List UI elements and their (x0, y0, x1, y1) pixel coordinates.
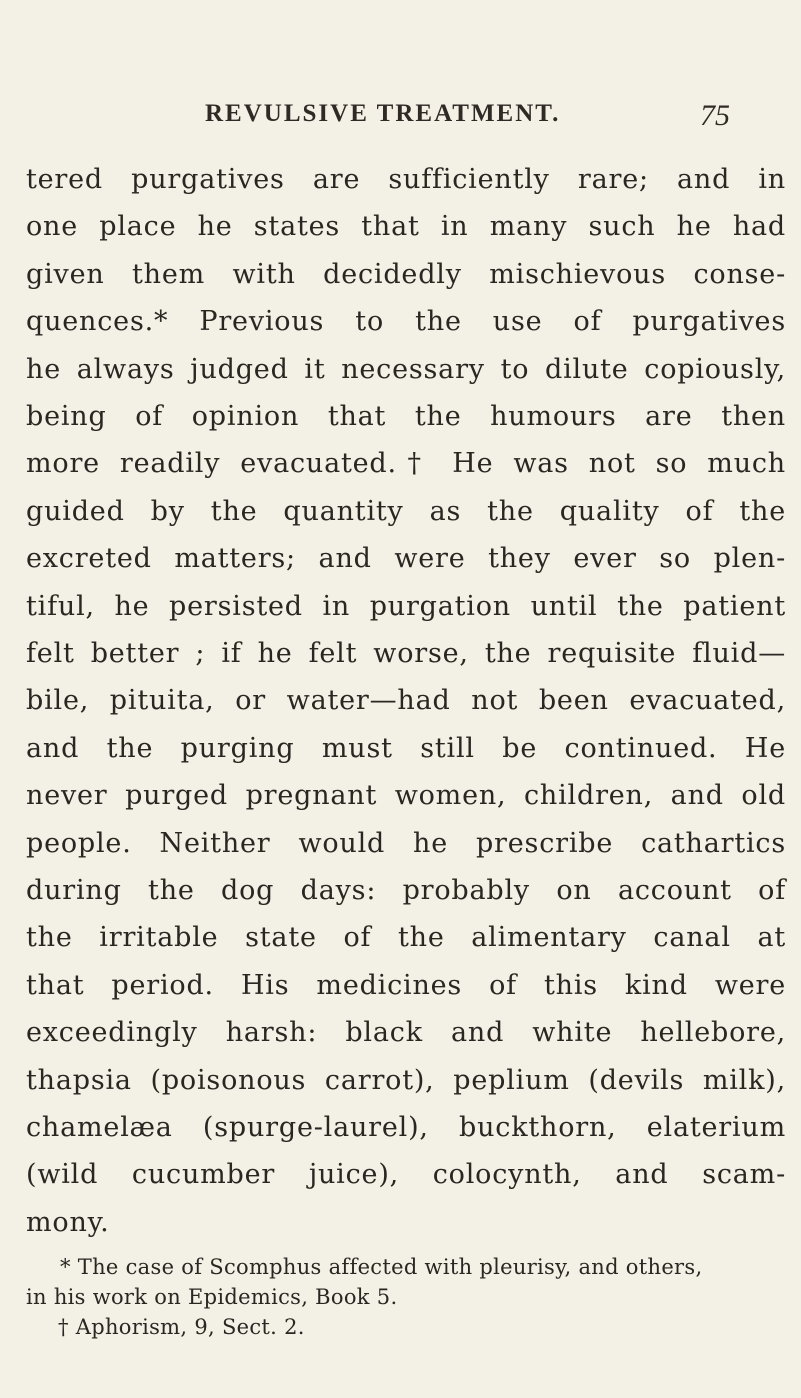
body-line: quences.* Previous to the use of purgatives (26, 306, 786, 338)
body-line: guided by the quantity as the quality of the (26, 495, 786, 527)
footnote-line: † Aphorism, 9, Sect. 2. (58, 1315, 305, 1340)
page-number: 75 (700, 99, 730, 132)
body-line: tered purgatives are sufficiently rare; and in (26, 164, 786, 195)
running-head: REVULSIVE TREATMENT. (205, 100, 561, 127)
body-line: (wild cucumber juice), colocynth, and scam- (26, 1159, 786, 1191)
body-line: one place he states that in many such he had (26, 211, 786, 243)
body-line: more readily evacuated.† He was not so much (26, 448, 786, 480)
body-line: thapsia (poisonous carrot), peplium (devils milk), (26, 1064, 786, 1096)
body-line: he always judged it necessary to dilute copiously, (26, 353, 786, 385)
footnote-line: in his work on Epidemics, Book 5. (26, 1285, 398, 1310)
body-line: the irritable state of the alimentary canal at (26, 922, 786, 954)
body-line: chamelæa (spurge-laurel), buckthorn, elaterium (26, 1112, 786, 1143)
body-line: that period. His medicines of this kind were (26, 969, 786, 1001)
body-line: tiful, he persisted in purgation until the patient (26, 590, 786, 622)
body-line: exceedingly harsh: black and white hellebore, (26, 1017, 786, 1049)
body-line: never purged pregnant women, children, and old (26, 780, 786, 812)
body-line: people. Neither would he prescribe cathartics (26, 827, 786, 859)
body-line: given them with decidedly mischievous conse- (26, 258, 786, 290)
body-line: excreted matters; and were they ever so plen- (26, 543, 786, 575)
footnote-line: * The case of Scomphus affected with pleurisy, and others, (60, 1255, 703, 1280)
body-line: mony. (26, 1206, 110, 1238)
body-line: bile, pituita, or water—had not been evacuated, (26, 685, 786, 717)
body-line: felt better ; if he felt worse, the requisite fluid— (26, 638, 786, 669)
body-line: and the purging must still be continued. He (26, 732, 786, 764)
body-line: being of opinion that the humours are then (26, 401, 786, 432)
body-line: during the dog days: probably on account of (26, 875, 786, 906)
